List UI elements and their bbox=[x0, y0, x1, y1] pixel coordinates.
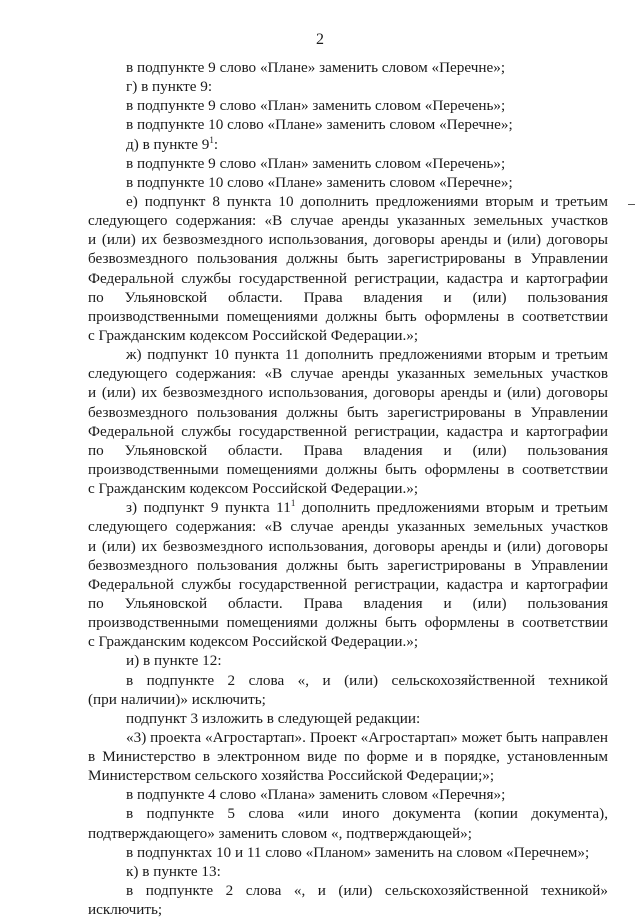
text-line bbox=[88, 632, 608, 651]
line-text: безвозмездного пользования должны быть зарегистрированы в Управлении bbox=[88, 250, 608, 268]
line-text: с Гражданским кодексом Российской Федерации.»; bbox=[88, 326, 419, 344]
line-text: Федеральной службы государственной регистрации, кадастра и картографии bbox=[88, 422, 608, 440]
text-line bbox=[88, 230, 608, 249]
line-text: и (или) их безвозмездного использования, договоры аренды и (или) договоры bbox=[88, 231, 608, 249]
text-line bbox=[88, 345, 608, 364]
text-line bbox=[88, 537, 608, 556]
margin-mark bbox=[628, 204, 635, 205]
line-text: в подпункте 4 слово «Плана» заменить словом «Перечня»; bbox=[126, 786, 506, 804]
line-text: в подпункте 10 слово «Плане» заменить словом «Перечне»; bbox=[126, 116, 513, 134]
line-text: в подпункте 5 слова «или иного документа (копии документа), bbox=[126, 805, 608, 823]
line-text: «3) проекта «Агростартап». Проект «Агростартап» может быть направлен bbox=[126, 728, 608, 746]
line-text: по Ульяновской области. Права владения и (или) пользования bbox=[88, 441, 608, 459]
line-text: (при наличии)» исключить; bbox=[88, 690, 266, 708]
text-line bbox=[88, 288, 608, 307]
text-line bbox=[88, 154, 608, 173]
text-line bbox=[88, 135, 608, 154]
text-line bbox=[88, 575, 608, 594]
text-line bbox=[88, 824, 608, 843]
text-line bbox=[88, 766, 608, 785]
line-text: безвозмездного пользования должны быть зарегистрированы в Управлении bbox=[88, 556, 608, 574]
line-text: г) в пункте 9: bbox=[126, 78, 213, 96]
line-text: в подпункте 10 слово «Плане» заменить словом «Перечне»; bbox=[126, 173, 513, 191]
text-line bbox=[88, 651, 608, 670]
text-line bbox=[88, 77, 608, 96]
text-line bbox=[88, 307, 608, 326]
line-text: следующего содержания: «В случае аренды указанных земельных участков bbox=[88, 518, 608, 536]
superscript: 1 bbox=[290, 498, 296, 509]
line-text: в подпунктах 10 и 11 слово «Планом» заменить на словом «Перечнем»; bbox=[126, 843, 590, 861]
text-line bbox=[88, 326, 608, 345]
superscript: 1 bbox=[209, 134, 214, 145]
text-line bbox=[88, 498, 608, 517]
text-line bbox=[88, 862, 608, 881]
line-text: следующего содержания: «В случае аренды указанных земельных участков bbox=[88, 212, 608, 230]
line-text: по Ульяновской области. Права владения и (или) пользования bbox=[88, 594, 608, 612]
text-line bbox=[88, 594, 608, 613]
text-line bbox=[88, 671, 608, 690]
text-line bbox=[88, 96, 608, 115]
text-line bbox=[88, 479, 608, 498]
line-text: в подпункте 9 слово «План» заменить словом «Перечень»; bbox=[126, 154, 506, 172]
text-line bbox=[88, 403, 608, 422]
line-text: следующего содержания: «В случае аренды указанных земельных участков bbox=[88, 365, 608, 383]
line-text-tail: дополнить предложениями вторым и третьим bbox=[295, 499, 608, 517]
line-text: к) в пункте 13: bbox=[126, 862, 221, 880]
line-text-tail: : bbox=[213, 135, 219, 153]
line-text: Министерством сельского хозяйства Российской Федерации;»; bbox=[88, 767, 495, 785]
line-text: в подпункте 9 слово «Плане» заменить словом «Перечне»; bbox=[126, 59, 506, 76]
text-line bbox=[88, 441, 608, 460]
line-text: с Гражданским кодексом Российской Федерации.»; bbox=[88, 480, 419, 498]
text-line bbox=[88, 422, 608, 441]
line-text: Федеральной службы государственной регистрации, кадастра и картографии bbox=[88, 269, 608, 287]
line-text: в подпункте 2 слова «, и (или) сельскохозяйственной техникой bbox=[126, 671, 608, 689]
text-line bbox=[88, 383, 608, 402]
text-line bbox=[88, 556, 608, 575]
line-text: по Ульяновской области. Права владения и (или) пользования bbox=[88, 288, 608, 306]
text-line bbox=[88, 115, 608, 134]
line-text: и) в пункте 12: bbox=[126, 652, 222, 670]
page-number: 2 bbox=[316, 31, 324, 48]
text-line bbox=[88, 517, 608, 536]
text-line bbox=[88, 881, 608, 900]
text-line bbox=[88, 900, 608, 919]
text-line bbox=[88, 249, 608, 268]
text-line bbox=[88, 747, 608, 766]
text-line bbox=[88, 269, 608, 288]
line-text: производственными помещениями должны быть оформлены в соответствии bbox=[88, 460, 608, 478]
line-text: производственными помещениями должны быть оформлены в соответствии bbox=[88, 614, 608, 632]
line-text: с Гражданским кодексом Российской Федерации.»; bbox=[88, 633, 419, 651]
text-line bbox=[88, 843, 608, 862]
line-text: в подпункте 9 слово «План» заменить словом «Перечень»; bbox=[126, 97, 506, 115]
text-line bbox=[88, 613, 608, 632]
line-text: в подпункте 2 слова «, и (или) сельскохозяйственной техникой» bbox=[126, 882, 608, 900]
line-text: исключить; bbox=[88, 901, 163, 919]
document-body bbox=[88, 58, 608, 919]
text-line bbox=[88, 804, 608, 823]
line-text: и (или) их безвозмездного использования, договоры аренды и (или) договоры bbox=[88, 384, 608, 402]
text-line bbox=[88, 58, 608, 77]
line-text: ж) подпункт 10 пункта 11 дополнить предложениями вторым и третьим bbox=[126, 346, 608, 364]
line-text: подтверждающего» заменить словом «, подтверждающей»; bbox=[88, 824, 472, 842]
text-line bbox=[88, 690, 608, 709]
text-line bbox=[88, 709, 608, 728]
line-text: Федеральной службы государственной регистрации, кадастра и картографии bbox=[88, 575, 608, 593]
line-text: безвозмездного пользования должны быть зарегистрированы в Управлении bbox=[88, 403, 608, 421]
text-line bbox=[88, 728, 608, 747]
line-text: в Министерство в электронном виде по форме и в порядке, установленным bbox=[88, 748, 608, 766]
text-line bbox=[88, 173, 608, 192]
line-text: е) подпункт 8 пункта 10 дополнить предложениями вторым и третьим bbox=[126, 192, 608, 210]
text-line bbox=[88, 460, 608, 479]
text-line bbox=[88, 364, 608, 383]
text-line bbox=[88, 785, 608, 804]
text-line bbox=[88, 211, 608, 230]
line-text: и (или) их безвозмездного использования, договоры аренды и (или) договоры bbox=[88, 537, 608, 555]
line-text: з) подпункт 9 пункта 11 bbox=[126, 499, 291, 517]
line-text: производственными помещениями должны быть оформлены в соответствии bbox=[88, 307, 608, 325]
line-text: д) в пункте 9 bbox=[126, 135, 210, 153]
line-text: подпункт 3 изложить в следующей редакции: bbox=[126, 709, 421, 727]
text-line bbox=[88, 192, 608, 211]
